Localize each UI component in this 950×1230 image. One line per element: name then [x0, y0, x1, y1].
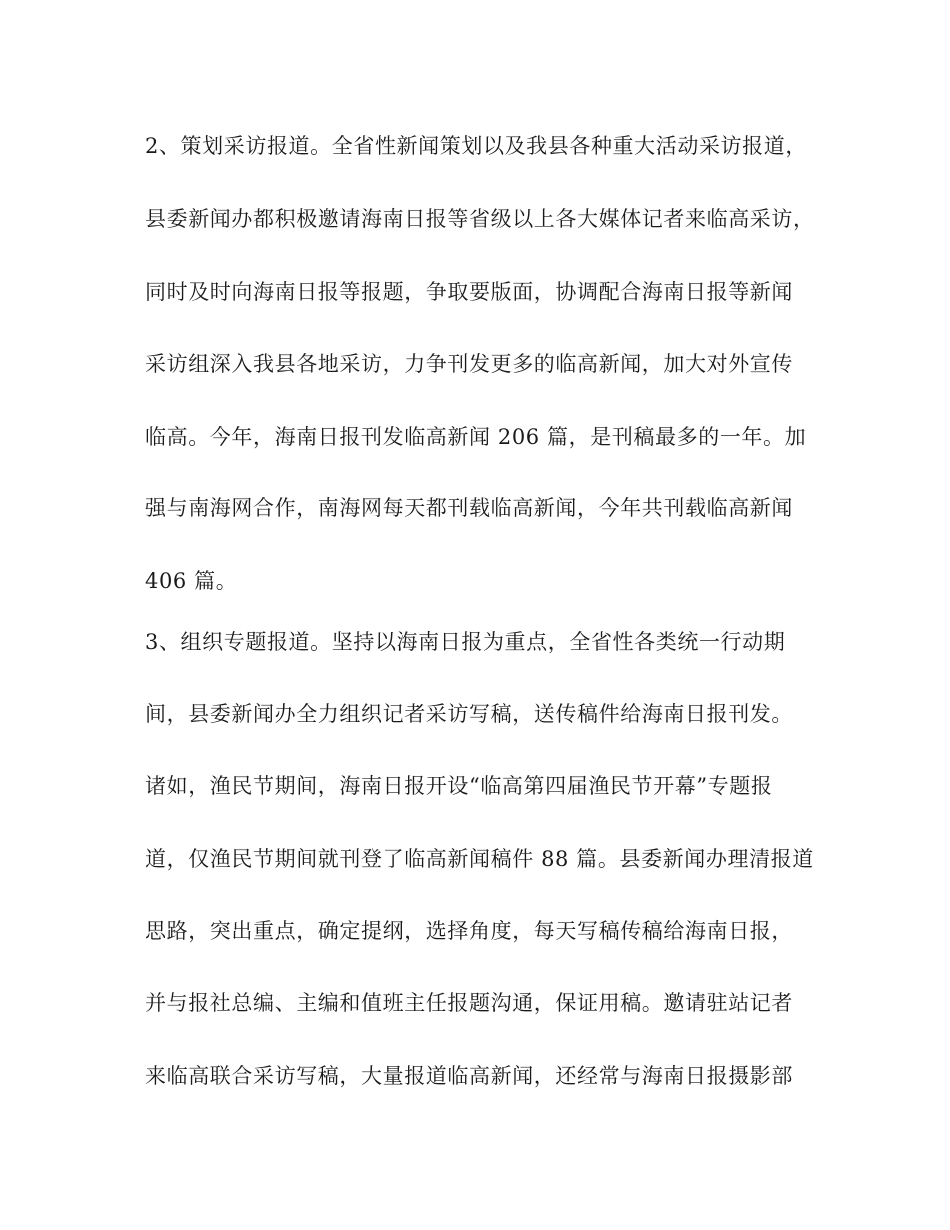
text-line: 2、策划采访报道。全省性新闻策划以及我县各种重大活动采访报道， — [145, 134, 807, 158]
text-line: 并与报社总编、主编和值班主任报题沟通，保证用稿。邀请驻站记者 — [145, 991, 793, 1015]
text-line: 406 篇。 — [145, 569, 238, 593]
text-line: 强与南海网合作，南海网每天都刊载临高新闻，今年共刊载临高新闻 — [145, 496, 793, 520]
text-line: 间，县委新闻办全力组织记者采访写稿，送传稿件给海南日报刊发。 — [145, 702, 793, 726]
text-line: 来临高联合采访写稿，大量报道临高新闻，还经常与海南日报摄影部 — [145, 1064, 793, 1088]
text-line: 临高。今年，海南日报刊发临高新闻 206 篇，是刊稿最多的一年。加 — [145, 425, 807, 449]
text-line: 县委新闻办都积极邀请海南日报等省级以上各大媒体记者来临高采访， — [145, 207, 815, 231]
text-line: 3、组织专题报道。坚持以海南日报为重点，全省性各类统一行动期 — [145, 630, 786, 654]
text-line: 同时及时向海南日报等报题，争取要版面，协调配合海南日报等新闻 — [145, 280, 793, 304]
text-line: 采访组深入我县各地采访，力争刊发更多的临高新闻，加大对外宣传 — [145, 352, 793, 376]
text-line: 思路，突出重点，确定提纲，选择角度，每天写稿传稿给海南日报， — [145, 919, 793, 943]
text-line: 诸如，渔民节期间，海南日报开设“临高第四届渔民节开幕”专题报 — [145, 774, 773, 798]
text-line: 道，仅渔民节期间就刊登了临高新闻稿件 88 篇。县委新闻办理清报道 — [145, 847, 814, 871]
